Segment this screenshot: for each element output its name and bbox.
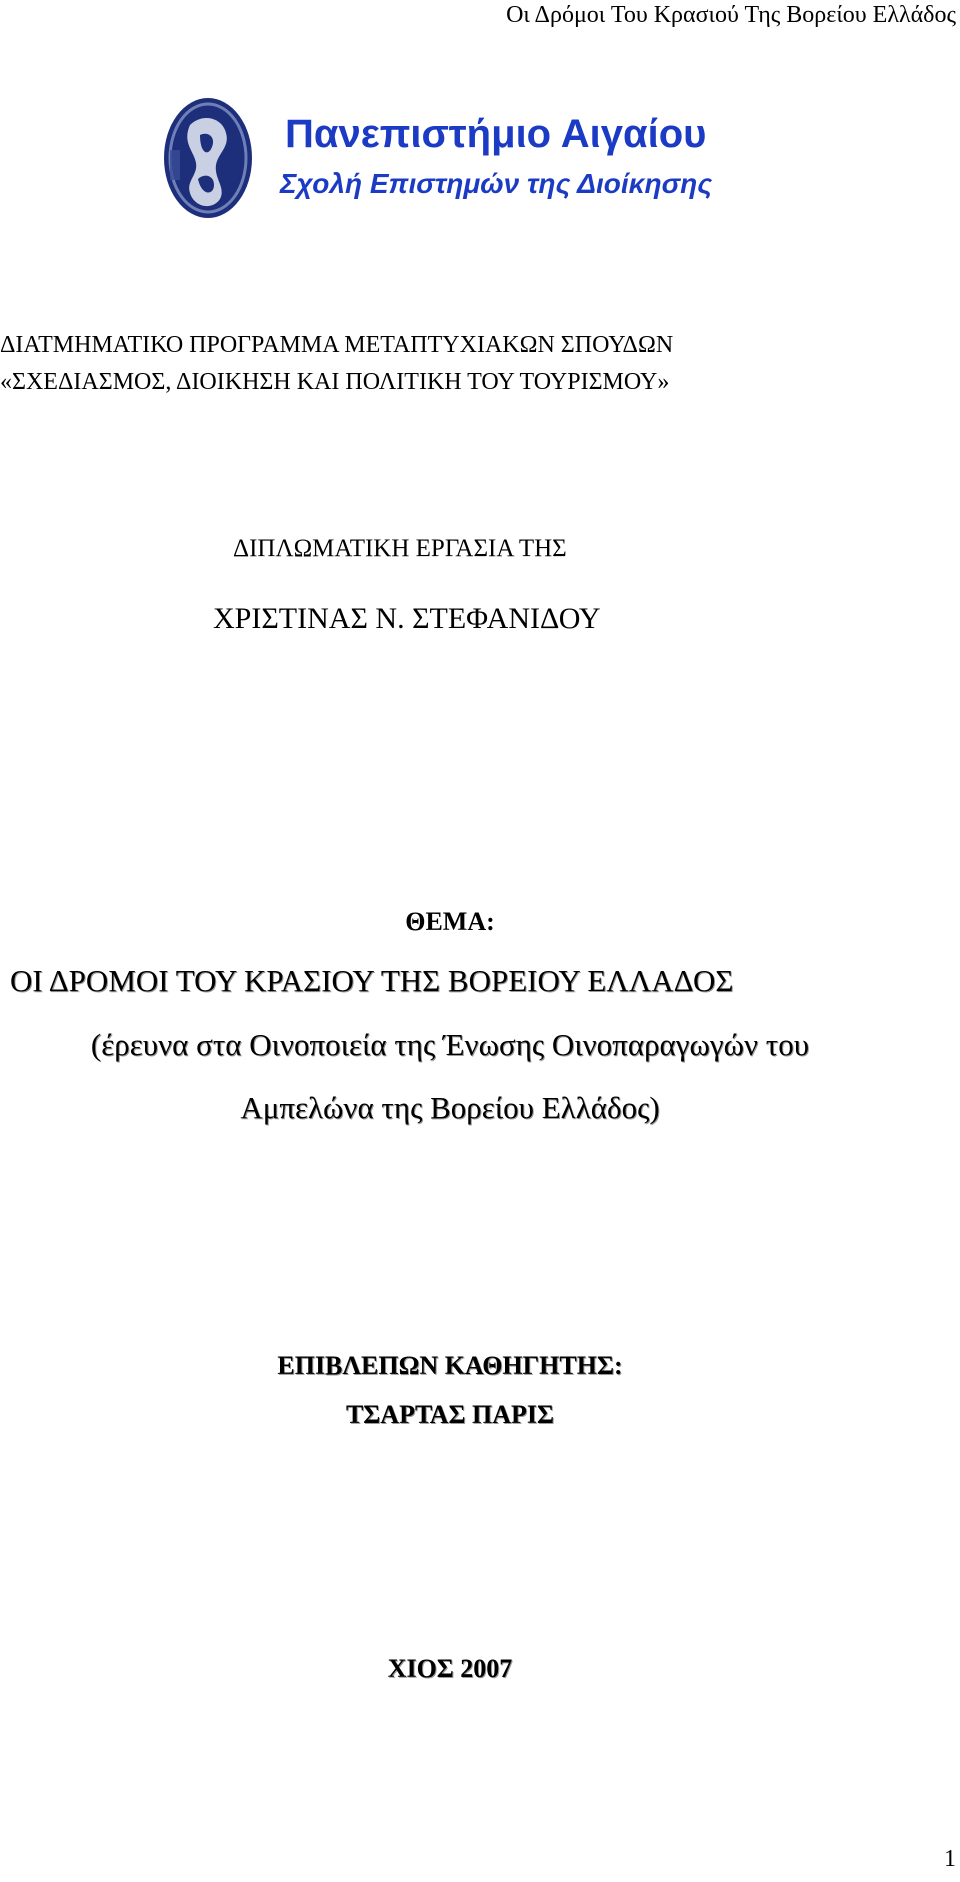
thesis-subtitle-line-2: Αμπελώνα της Βορείου Ελλάδος) bbox=[240, 1090, 660, 1125]
university-name: Πανεπιστήμιο Αιγαίου bbox=[285, 112, 707, 156]
thesis-title: ΟΙ ΔΡΟΜΟΙ ΤΟΥ ΚΡΑΣΙΟΥ ΤΗΣ ΒΟΡΕΙΟΥ ΕΛΛΑΔΟΣ bbox=[10, 963, 734, 998]
thesis-type: ΔΙΠΛΩΜΑΤΙΚΗ ΕΡΓΑΣΙΑ ΤΗΣ bbox=[233, 535, 567, 562]
thesis-author: ΧΡΙΣΤΙΝΑΣ Ν. ΣΤΕΦΑΝΙΔΟΥ bbox=[213, 602, 601, 635]
program-title-line-2: «ΣΧΕΔΙΑΣΜΟΣ, ΔΙΟΙΚΗΣΗ ΚΑΙ ΠΟΛΙΤΙΚΗ ΤΟΥ ΤΟΥΡΙΣΜΟΥ» bbox=[0, 369, 670, 395]
place-year: ΧΙΟΣ 2007 bbox=[387, 1654, 513, 1683]
subject-label: ΘΕΜΑ: bbox=[405, 907, 495, 936]
university-logo bbox=[160, 95, 740, 230]
page-number: 1 bbox=[944, 1846, 956, 1872]
running-header: Οι Δρόμοι Του Κρασιού Της Βορείου Ελλάδος bbox=[506, 2, 956, 28]
supervisor-label: ΕΠΙΒΛΕΠΩΝ ΚΑΘΗΓΗΤΗΣ: bbox=[277, 1351, 623, 1380]
thesis-subtitle-line-1: (έρευνα στα Οινοποιεία της Ένωσης Οινοπαραγωγών του bbox=[90, 1027, 810, 1062]
university-emblem-icon bbox=[160, 95, 740, 230]
program-title-line-1: ΔΙΑΤΜΗΜΑΤΙΚΟ ΠΡΟΓΡΑΜΜΑ ΜΕΤΑΠΤΥΧΙΑΚΩΝ ΣΠΟΥΔΩΝ bbox=[0, 332, 674, 358]
supervisor-name: ΤΣΑΡΤΑΣ ΠΑΡΙΣ bbox=[345, 1400, 555, 1429]
school-name: Σχολή Επιστημών της Διοίκησης bbox=[280, 168, 713, 199]
